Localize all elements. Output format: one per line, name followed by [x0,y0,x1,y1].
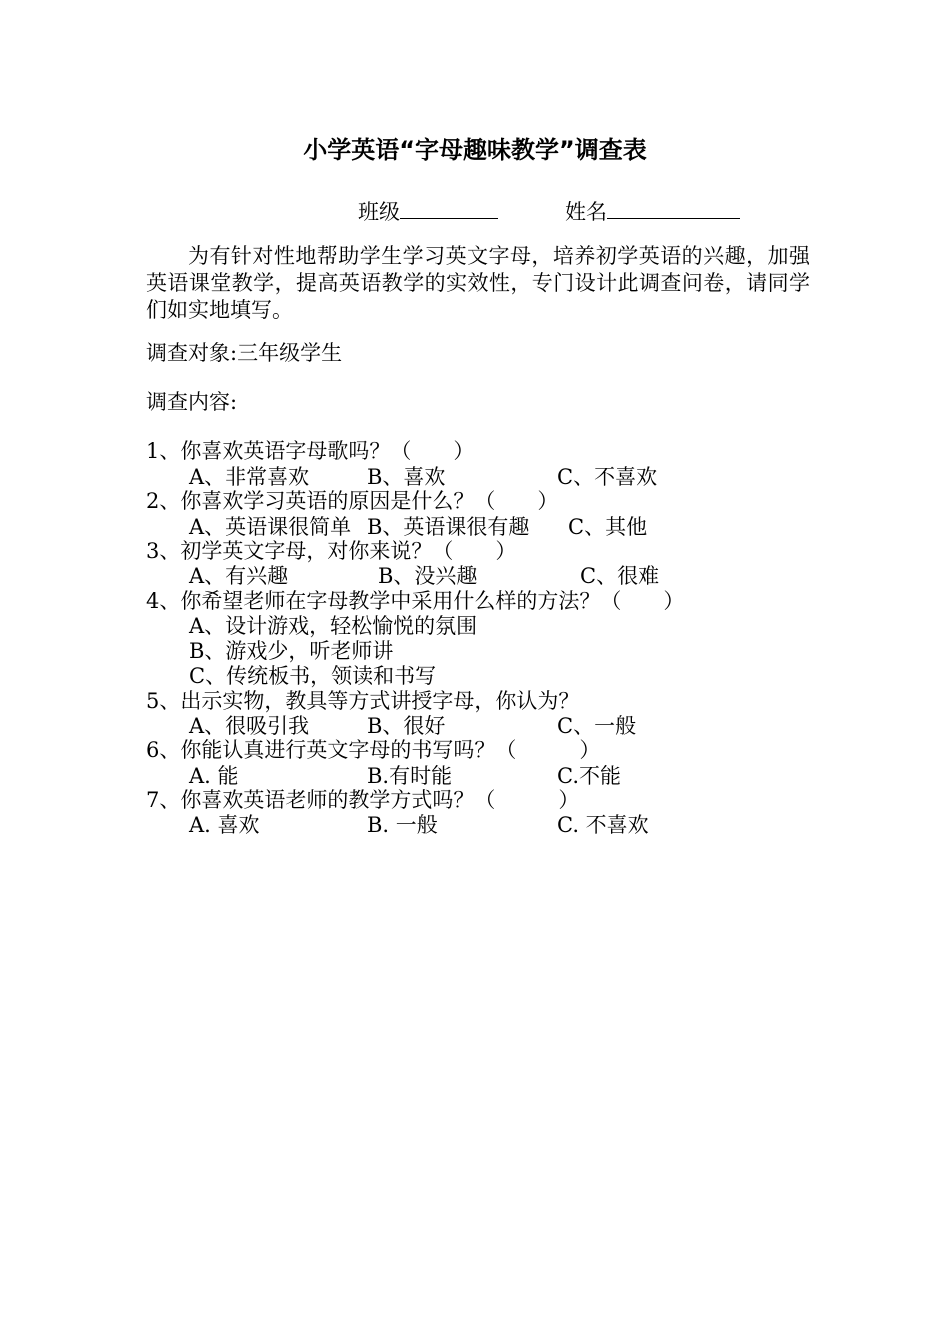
q5-option-b: B、很好 [367,714,446,738]
page-title: 小学英语“字母趣味教学”调查表 [303,136,647,164]
q4-option-b: B、游戏少，听老师讲 [189,639,394,663]
q4-option-c: C、传统板书，领读和书写 [189,664,437,688]
q6-option-b: B.有时能 [367,764,453,788]
q6-option-a: A. 能 [189,764,239,788]
q1-option-c: C、不喜欢 [557,465,658,489]
class-label: 班级 [358,200,400,224]
question-4: 4、你希望老师在字母教学中采用什么样的方法？（ ） [146,589,685,613]
name-blank[interactable] [607,196,740,219]
question-7: 7、你喜欢英语老师的教学方式吗？（ ） [146,788,580,812]
q3-option-b: B、没兴趣 [378,564,478,588]
q2-option-a: A、英语课很简单 [189,515,352,539]
q7-option-a: A. 喜欢 [189,813,260,837]
survey-content-label: 调查内容: [146,390,238,414]
survey-subject: 调查对象:三年级学生 [146,341,343,365]
question-1: 1、你喜欢英语字母歌吗？（ ） [146,439,475,463]
question-3: 3、初学英文字母，对你来说？（ ） [146,539,517,563]
class-blank[interactable] [400,196,498,219]
q2-option-b: B、英语课很有趣 [367,515,530,539]
q1-option-a: A、非常喜欢 [189,465,310,489]
q3-option-a: A、有兴趣 [189,564,289,588]
question-5: 5、出示实物，教具等方式讲授字母，你认为？ [146,689,580,713]
name-label: 姓名 [565,200,607,224]
intro-paragraph: 为有针对性地帮助学生学习英文字母，培养初学英语的兴趣，加强英语课堂教学，提高英语教学的实效性，专门设计此调查问卷，请同学们如实地填写。 [146,244,810,322]
q2-option-c: C、其他 [568,515,648,539]
q5-option-c: C、一般 [557,714,637,738]
q3-option-c: C、很难 [580,564,660,588]
q5-option-a: A、很吸引我 [189,714,310,738]
question-2: 2、你喜欢学习英语的原因是什么？（ ） [146,489,559,513]
q4-option-a: A、设计游戏，轻松愉悦的氛围 [189,614,478,638]
q1-option-b: B、喜欢 [367,465,446,489]
q7-option-c: C. 不喜欢 [557,813,649,837]
question-6: 6、你能认真进行英文字母的书写吗？（ ） [146,738,601,762]
q7-option-b: B. 一般 [367,813,438,837]
student-info-fields [358,196,740,226]
q6-option-c: C.不能 [557,764,621,788]
